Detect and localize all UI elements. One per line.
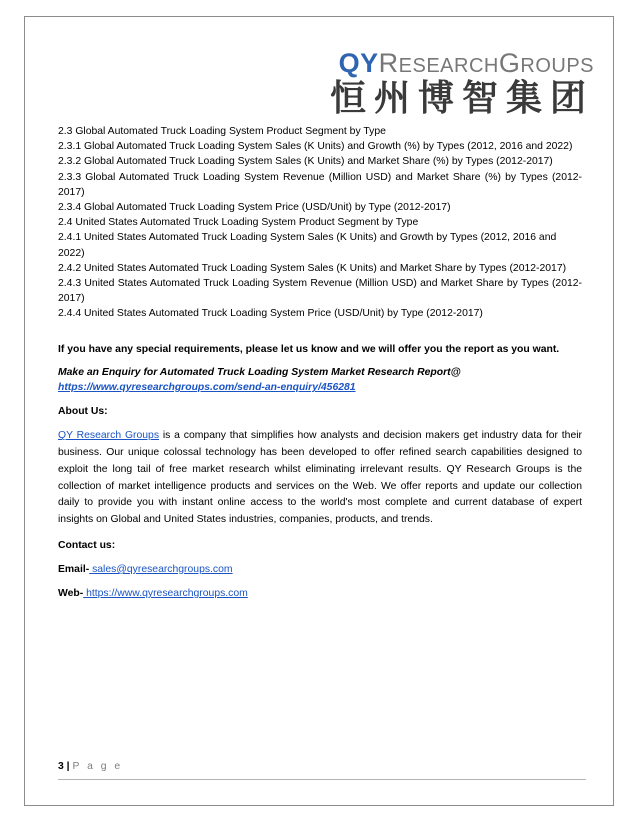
special-requirements-text: If you have any special requirements, please let us know and we will offer you the report as you want.: [58, 343, 560, 355]
footer-separator: |: [63, 761, 73, 772]
email-link[interactable]: sales@qyresearchgroups.com: [89, 563, 233, 575]
about-paragraph: [58, 428, 582, 528]
web-link[interactable]: https://www.qyresearchgroups.com: [83, 588, 248, 600]
toc-line: 2.3.1 Global Automated Truck Loading System Sales (K Units) and Growth (%) by Types (2012, 2016 and 2022): [58, 141, 573, 153]
enquiry-link-line: [58, 380, 582, 395]
logo-roups: ROUPS: [520, 55, 594, 77]
toc-line: 2.3 Global Automated Truck Loading System Product Segment by Type: [58, 126, 386, 137]
enquiry-link[interactable]: https://www.qyresearchgroups.com/send-an-enquiry/456281: [58, 382, 356, 394]
footer-divider: [58, 779, 586, 780]
toc-line: 2.3.4 Global Automated Truck Loading System Price (USD/Unit) by Type (2012-2017): [58, 202, 451, 214]
logo-r: R: [378, 48, 399, 78]
email-label: Email-: [58, 563, 90, 575]
logo-esearch: ESEARCH: [398, 55, 499, 77]
page-number: 3: [58, 761, 64, 772]
enquiry-title: Make an Enquiry for Automated Truck Loading System Market Research Report@: [58, 366, 461, 378]
about-heading: About Us:: [58, 406, 108, 418]
logo-g: G: [498, 48, 521, 78]
toc-line: 2.4.2 United States Automated Truck Loading System Sales (K Units) and Market Share by Types (2012-2017): [58, 262, 567, 274]
toc-line: 2.4.3 United States Automated Truck Loading System Revenue (Million USD) and Market Share by Types (2012-2017): [58, 278, 582, 305]
toc-line: 2.4.4 United States Automated Truck Loading System Price (USD/Unit) by Type (2012-2017): [58, 308, 483, 320]
web-line: [58, 586, 582, 601]
toc-line: 2.3.2 Global Automated Truck Loading System Sales (K Units) and Market Share (%) by Types (2012-2017): [58, 156, 553, 168]
company-link[interactable]: QY Research Groups: [58, 430, 160, 442]
logo-english: [330, 50, 594, 77]
company-logo: [330, 50, 594, 117]
page-content: [58, 124, 582, 601]
web-label: Web-: [58, 588, 84, 600]
logo-qy: QY: [338, 48, 379, 78]
contact-heading: Contact us:: [58, 539, 116, 551]
logo-chinese: 恒州博智集团: [329, 78, 594, 119]
page-label: P a g e: [72, 761, 123, 772]
toc-line: 2.4.1 United States Automated Truck Loading System Sales (K Units) and Growth by Types (2012, 2016 and 2022): [58, 232, 557, 259]
email-line: [58, 562, 582, 577]
toc-line: 2.3.3 Global Automated Truck Loading System Revenue (Million USD) and Market Share (%) by Types (2012-2017): [58, 171, 582, 198]
about-text: is a company that simplifies how analysts and decision makers get industry data for their business. Our unique colossal technology has been developed to offer refined search capabilities designed to exploit the long tail of free market research whilst eliminating irrelevant results. QY Research Groups is the collection of market intelligence products and services on the Web. We offer reports and update our collection daily to provide you with instant online access to the world's most complete and current database of expert insights on Global and United States industries, companies, products, and trends.: [58, 430, 582, 525]
page-footer: [58, 761, 586, 772]
toc-line: 2.4 United States Automated Truck Loading System Product Segment by Type: [58, 217, 419, 229]
